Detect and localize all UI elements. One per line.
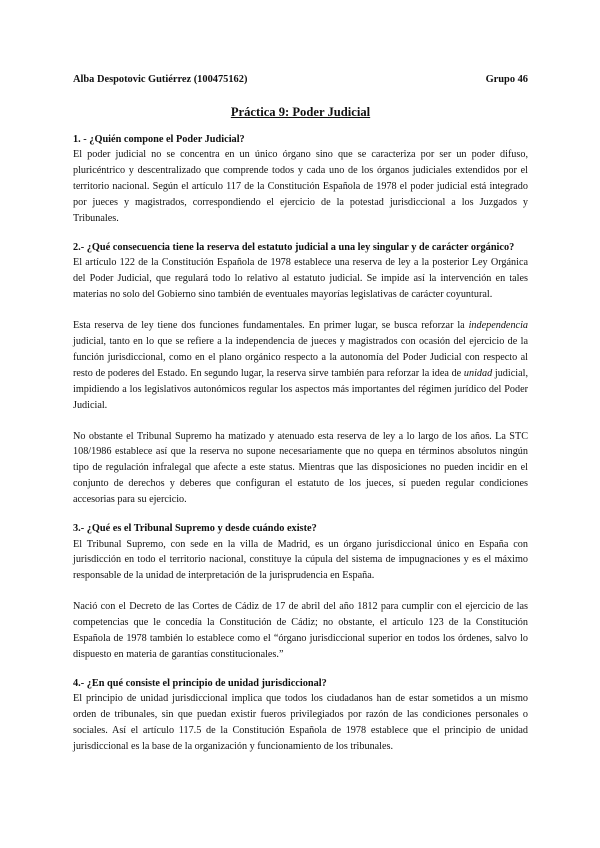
page-header	[73, 72, 528, 88]
paragraph	[73, 691, 528, 755]
section-heading: 1. - ¿Quién compone el Poder Judicial?	[73, 133, 245, 145]
paragraph	[73, 255, 528, 303]
paragraph	[73, 429, 528, 509]
section-3	[73, 522, 528, 663]
paragraph-text: El poder judicial no se concentra en un único órgano sino que se caracteriza por ser un poder difuso, pluricéntrico y descentralizado que comprende todos y cada uno de los órganos judiciales extendidos por el territorio nacional. Según el artículo 117 de la Constitución Española de 1978 el poder judicial está integrado por jueces y magistrados, correspondiendo el ejercicio de la potestad jurisdiccional a los Juzgados y Tribunales.	[73, 149, 528, 224]
paragraph-text: El Tribunal Supremo, con sede en la villa de Madrid, es un órgano jurisdiccional único en España con jurisdicción en todo el territorio nacional, constituye la cúpula del sistema de impugnaciones y es el máximo responsable de la unidad de interpretación de la jurisprudencia en España.	[73, 538, 528, 582]
section-1	[73, 133, 528, 227]
section-heading: 3.- ¿Qué es el Tribunal Supremo y desde cuándo existe?	[73, 523, 317, 535]
paragraph-text: judicial, impidiendo a los legislativos autonómicos regular los aspectos más importantes del régimen jurídico del Poder Judicial.	[73, 367, 528, 411]
paragraph-text: judicial, tanto en lo que se refiere a la independencia de jueces y magistrados con ocasión del ejercicio de la función jurisdiccional, como en el plano orgánico respecto a la autonomía del Poder Judicial con respecto al resto de poderes del Estado. En segundo lugar, la reserva sirve también para reforzar la idea de	[73, 335, 528, 379]
paragraph	[73, 537, 528, 585]
paragraph	[73, 318, 528, 413]
document-title-wrap	[73, 105, 528, 121]
author-name: Alba Despotovic Gutiérrez (100475162)	[73, 74, 248, 85]
emphasis-term: unidad	[463, 367, 493, 379]
section-heading: 2.- ¿Qué consecuencia tiene la reserva del estatuto judicial a una ley singular y de carácter orgánico?	[73, 241, 515, 253]
section-2	[73, 241, 528, 508]
paragraph-text: Esta reserva de ley tiene dos funciones fundamentales. En primer lugar, se busca reforzar la	[73, 320, 469, 332]
paragraph-text: No obstante el Tribunal Supremo ha matizado y atenuado esta reserva de ley a lo largo de los años. La STC 108/1986 establece así que la reserva no supone necesariamente que no quepa en términos absolutos ningún tipo de regulación infralegal que afecte a este status. Mientras que las disposiciones no pueden incidir en el conjunto de derechos y deberes que configuran el estatuto de los jueces, sí pueden regular condiciones accesorias para su ejercicio.	[73, 430, 528, 506]
group-label: Grupo 46	[485, 74, 528, 85]
section-heading: 4.- ¿En qué consiste el principio de unidad jurisdiccional?	[73, 677, 327, 689]
paragraph	[73, 147, 528, 227]
paragraph-text: El principio de unidad jurisdiccional implica que todos los ciudadanos han de estar sometidos a un mismo orden de tribunales, sin que puedan existir fueros privilegiados por razón de las condiciones personales o sociales. Así el artículo 117.5 de la Constitución Española de 1978 establece que el principio de unidad jurisdiccional es la base de la organización y funcionamiento de los tribunales.	[73, 693, 528, 753]
document-title: Práctica 9: Poder Judicial	[230, 104, 371, 119]
paragraph	[73, 599, 528, 663]
emphasis-term: independencia	[468, 320, 528, 332]
paragraph-text: El artículo 122 de la Constitución Española de 1978 establece una reserva de ley a la posterior Ley Orgánica del Poder Judicial, que regulará todo lo relativo al estatuto judicial. Se impide así la intervención en tales materias no solo del Gobierno sino también de eventuales mayorías legislativas de carácter coyuntural.	[73, 257, 528, 301]
section-4	[73, 677, 528, 755]
paragraph-text: Nació con el Decreto de las Cortes de Cádiz de 17 de abril del año 1812 para cumplir con el ejercicio de las competencias que le concedía la Constitución de Cádiz; no obstante, el artículo 123 de la Constitución Española de 1978 también lo establece como el “órgano jurisdiccional superior en todos los órdenes, salvo lo dispuesto en materia de garantías constitucionales.”	[73, 601, 528, 660]
